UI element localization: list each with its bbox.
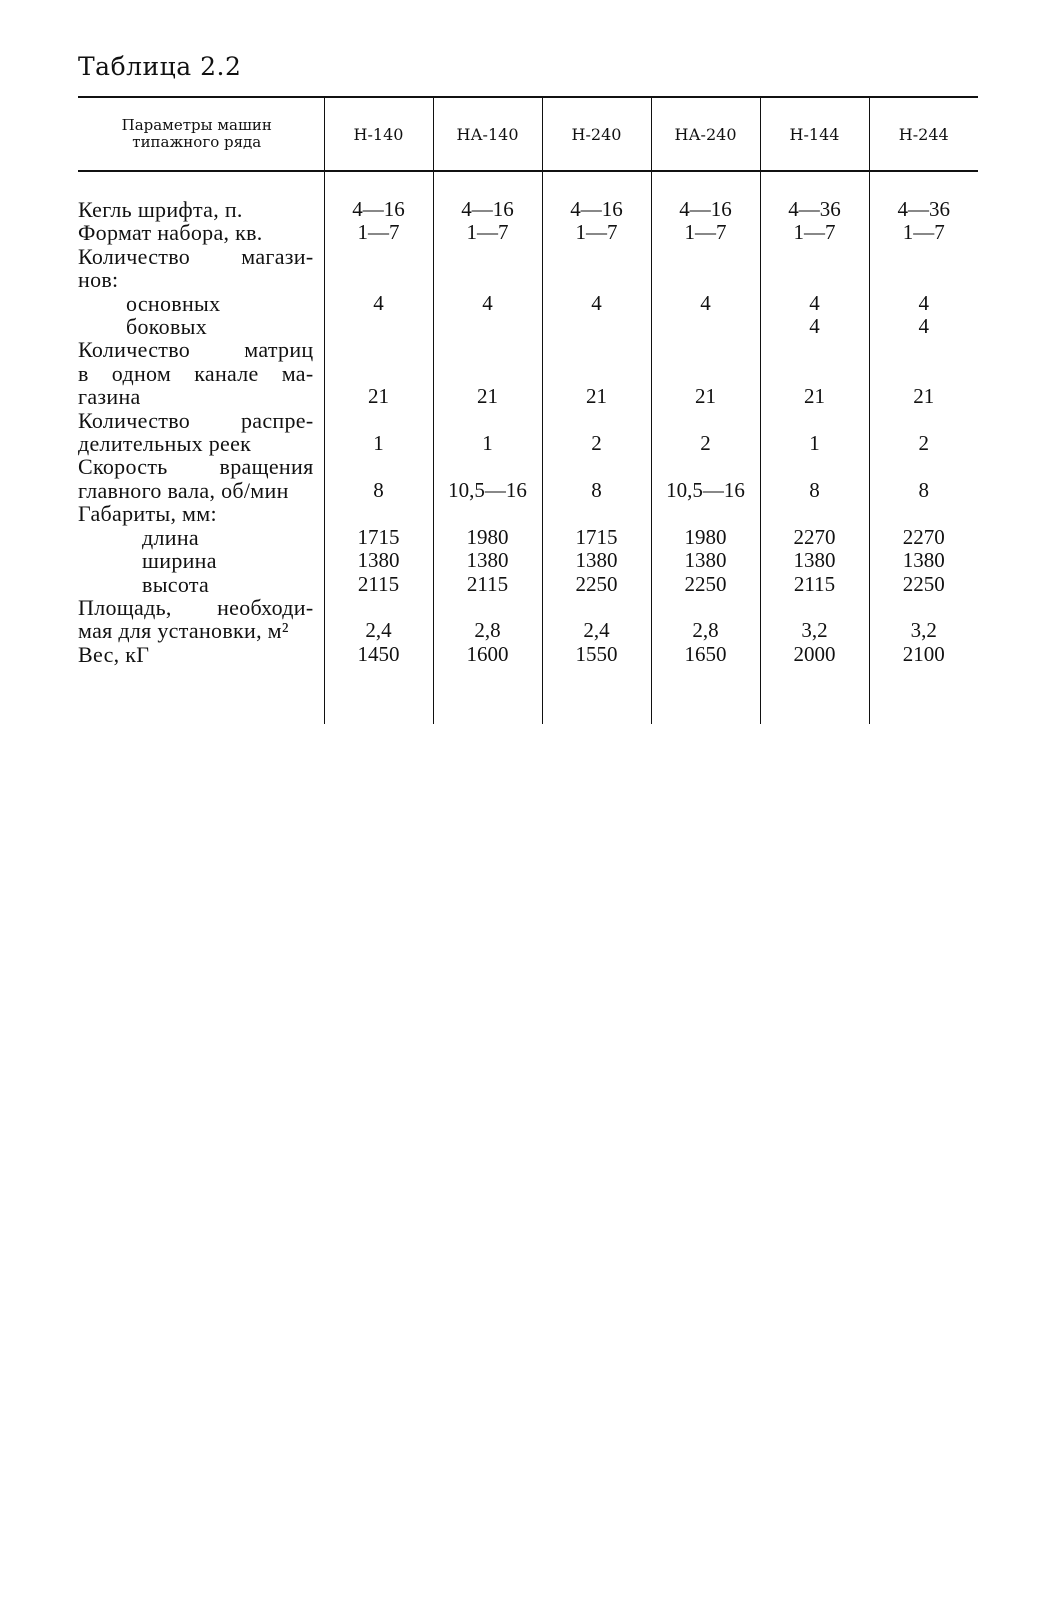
cell-value: 1380 xyxy=(542,549,651,572)
cell-value: 2,4 xyxy=(542,596,651,643)
cell-value: 21 xyxy=(869,338,978,408)
row-label-line: Формат набора, кв. xyxy=(78,220,263,246)
cell-value: 2115 xyxy=(433,573,542,596)
cell-value xyxy=(324,315,433,338)
cell-value: 4—16 xyxy=(651,198,760,221)
cell-value: 4 xyxy=(324,292,433,315)
cell-value: 4—16 xyxy=(433,198,542,221)
table-row xyxy=(78,573,978,596)
row-label xyxy=(78,643,324,666)
table-row xyxy=(78,245,978,292)
table-row xyxy=(78,292,978,315)
cell-value: 21 xyxy=(433,338,542,408)
spec-table-container xyxy=(78,96,978,724)
table-body xyxy=(78,171,978,724)
cell-value xyxy=(324,502,433,525)
row-label-line: ширина xyxy=(142,548,217,574)
table-row xyxy=(78,643,978,666)
row-label-line: в одном канале ма- xyxy=(78,360,314,386)
cell-value: 4 xyxy=(869,292,978,315)
cell-value: 2115 xyxy=(760,573,869,596)
table-header-row xyxy=(78,97,978,171)
model-header: Н-140 xyxy=(324,97,433,171)
row-label xyxy=(78,198,324,221)
row-label-line: газина xyxy=(78,384,141,410)
row-label-line: Вес, кГ xyxy=(78,641,150,667)
cell-value: 1600 xyxy=(433,643,542,666)
cell-value: 1 xyxy=(433,409,542,456)
row-label xyxy=(78,549,324,572)
cell-value: 2250 xyxy=(651,573,760,596)
table-row xyxy=(78,221,978,244)
row-label-line: боковых xyxy=(126,314,208,340)
row-label-line: Количество распре- xyxy=(78,407,314,433)
cell-value: 1650 xyxy=(651,643,760,666)
row-label-line: длина xyxy=(142,524,199,550)
cell-value xyxy=(869,502,978,525)
cell-value: 4 xyxy=(760,292,869,315)
cell-value xyxy=(542,502,651,525)
cell-value: 1—7 xyxy=(324,221,433,244)
cell-value: 2250 xyxy=(869,573,978,596)
model-header: НА-240 xyxy=(651,97,760,171)
cell-value: 8 xyxy=(324,455,433,502)
table-row xyxy=(78,315,978,338)
cell-value: 1380 xyxy=(651,549,760,572)
cell-value: 21 xyxy=(760,338,869,408)
cell-value: 1450 xyxy=(324,643,433,666)
cell-value: 2270 xyxy=(869,526,978,549)
cell-value: 1980 xyxy=(433,526,542,549)
cell-value: 4—16 xyxy=(324,198,433,221)
row-label xyxy=(78,338,324,408)
table-spacer-row xyxy=(78,171,978,198)
cell-value: 2250 xyxy=(542,573,651,596)
cell-value: 4 xyxy=(869,315,978,338)
cell-value: 8 xyxy=(869,455,978,502)
cell-value xyxy=(651,245,760,292)
row-label xyxy=(78,455,324,502)
cell-value: 3,2 xyxy=(760,596,869,643)
machine-spec-table xyxy=(78,96,978,724)
cell-value: 4—36 xyxy=(869,198,978,221)
table-row xyxy=(78,198,978,221)
row-label xyxy=(78,409,324,456)
cell-value: 2270 xyxy=(760,526,869,549)
cell-value: 4 xyxy=(433,292,542,315)
cell-value: 21 xyxy=(324,338,433,408)
cell-value: 2,4 xyxy=(324,596,433,643)
cell-value: 1—7 xyxy=(542,221,651,244)
cell-value xyxy=(542,245,651,292)
cell-value: 1 xyxy=(760,409,869,456)
cell-value: 1550 xyxy=(542,643,651,666)
cell-value: 4—36 xyxy=(760,198,869,221)
cell-value: 2,8 xyxy=(651,596,760,643)
cell-value: 21 xyxy=(542,338,651,408)
table-caption: Таблица 2.2 xyxy=(78,52,242,81)
cell-value: 1380 xyxy=(869,549,978,572)
row-label-line: Количество магази- xyxy=(78,243,314,269)
row-label-line: Габариты, мм: xyxy=(78,501,217,527)
cell-value: 3,2 xyxy=(869,596,978,643)
cell-value xyxy=(760,245,869,292)
row-label-line: высота xyxy=(142,571,210,597)
cell-value: 1—7 xyxy=(760,221,869,244)
row-label xyxy=(78,292,324,315)
row-label xyxy=(78,526,324,549)
table-row xyxy=(78,549,978,572)
table-tail-row xyxy=(78,666,978,724)
cell-value xyxy=(869,245,978,292)
table-row xyxy=(78,409,978,456)
row-label xyxy=(78,502,324,525)
cell-value: 2,8 xyxy=(433,596,542,643)
row-label-line: главного вала, об/мин xyxy=(78,477,289,503)
model-header: НА-140 xyxy=(433,97,542,171)
row-label-line: Скорость вращения xyxy=(78,454,314,480)
cell-value: 1—7 xyxy=(869,221,978,244)
cell-value: 2100 xyxy=(869,643,978,666)
model-header: Н-240 xyxy=(542,97,651,171)
model-header: Н-244 xyxy=(869,97,978,171)
cell-value: 1715 xyxy=(324,526,433,549)
cell-value: 2000 xyxy=(760,643,869,666)
table-row xyxy=(78,338,978,408)
cell-value: 8 xyxy=(760,455,869,502)
cell-value xyxy=(651,502,760,525)
table-row xyxy=(78,596,978,643)
table-row xyxy=(78,455,978,502)
cell-value xyxy=(433,245,542,292)
cell-value xyxy=(433,502,542,525)
row-label-line: мая для установки, м² xyxy=(78,618,289,644)
cell-value: 21 xyxy=(651,338,760,408)
cell-value xyxy=(433,315,542,338)
row-label xyxy=(78,573,324,596)
cell-value: 4 xyxy=(760,315,869,338)
cell-value xyxy=(760,502,869,525)
row-label xyxy=(78,315,324,338)
cell-value: 2115 xyxy=(324,573,433,596)
cell-value: 1380 xyxy=(324,549,433,572)
cell-value: 4 xyxy=(542,292,651,315)
cell-value: 1 xyxy=(324,409,433,456)
table-row xyxy=(78,502,978,525)
param-column-header: Параметры машин типажного ряда xyxy=(78,97,324,171)
row-label-line: Количество матриц xyxy=(78,337,314,363)
cell-value: 1380 xyxy=(433,549,542,572)
cell-value: 1980 xyxy=(651,526,760,549)
row-label xyxy=(78,245,324,292)
cell-value xyxy=(651,315,760,338)
cell-value: 4—16 xyxy=(542,198,651,221)
model-header: Н-144 xyxy=(760,97,869,171)
cell-value xyxy=(324,245,433,292)
cell-value: 2 xyxy=(542,409,651,456)
cell-value: 10,5—16 xyxy=(651,455,760,502)
cell-value: 10,5—16 xyxy=(433,455,542,502)
cell-value xyxy=(542,315,651,338)
cell-value: 2 xyxy=(651,409,760,456)
cell-value: 2 xyxy=(869,409,978,456)
row-label xyxy=(78,596,324,643)
table-row xyxy=(78,526,978,549)
row-label-line: нов: xyxy=(78,267,119,293)
row-label xyxy=(78,221,324,244)
row-label-line: Площадь, необходи- xyxy=(78,594,314,620)
cell-value: 4 xyxy=(651,292,760,315)
row-label-line: основных xyxy=(126,290,221,316)
cell-value: 8 xyxy=(542,455,651,502)
row-label-line: делительных реек xyxy=(78,431,252,457)
cell-value: 1—7 xyxy=(433,221,542,244)
cell-value: 1—7 xyxy=(651,221,760,244)
row-label-line: Кегль шрифта, п. xyxy=(78,197,243,222)
cell-value: 1380 xyxy=(760,549,869,572)
cell-value: 1715 xyxy=(542,526,651,549)
